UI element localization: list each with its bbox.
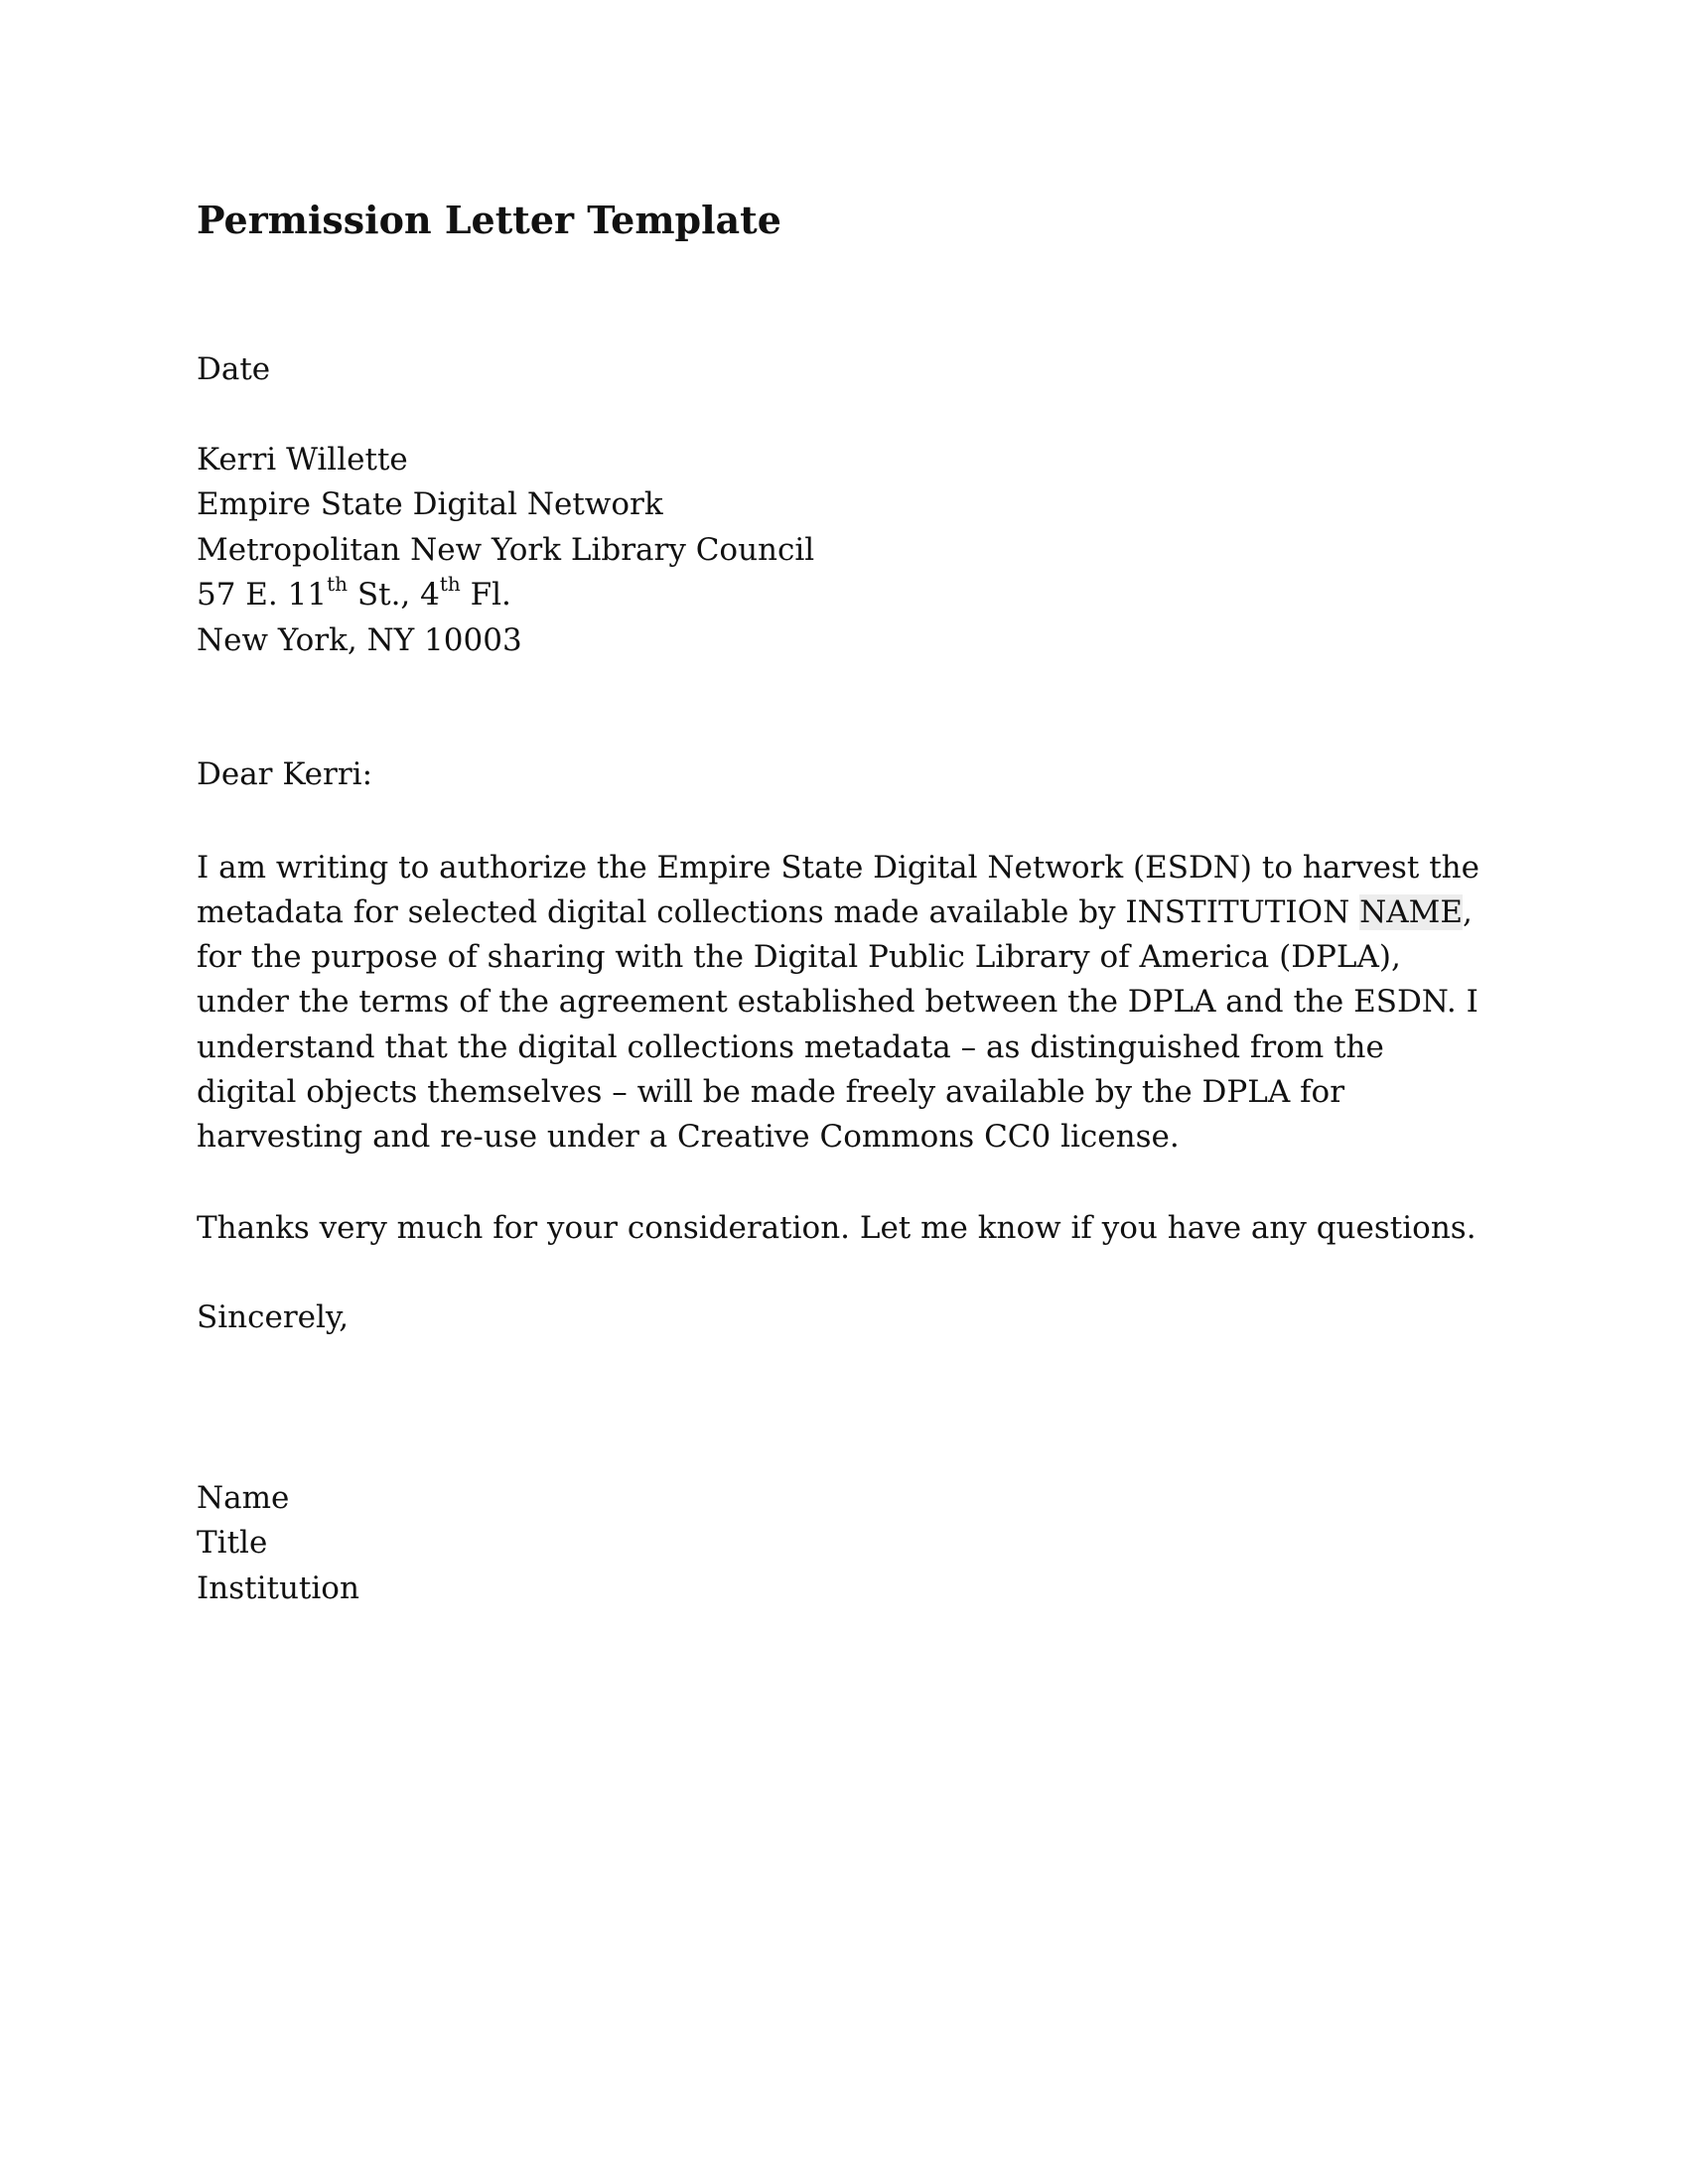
- recipient-city: New York, NY 10003: [197, 621, 522, 658]
- salutation: Dear Kerri:: [197, 756, 373, 792]
- closing-line: Sincerely,: [197, 1299, 350, 1336]
- recipient-street: [197, 573, 1497, 618]
- thanks-line: Thanks very much for your consideration. Let me know if you have any questions.: [197, 1209, 1477, 1246]
- street-number: 57 E. 11: [197, 577, 328, 613]
- signature-institution: Institution: [197, 1570, 359, 1606]
- institution-name-placeholder: NAME: [1359, 893, 1463, 930]
- letter-content: [197, 195, 1497, 1611]
- document-title: Permission Letter Template: [197, 198, 781, 242]
- body-paragraph: [197, 846, 1487, 1160]
- recipient-organization: Empire State Digital Network: [197, 486, 663, 522]
- body-text-part1: I am writing to authorize the Empire State Digital Network (ESDN) to harvest the metadata for selected digital collections made available by INSTITUTION: [197, 849, 1479, 930]
- signature-name: Name: [197, 1479, 290, 1516]
- recipient-name: Kerri Willette: [197, 441, 408, 478]
- date-line: Date: [197, 351, 271, 387]
- street-middle: St., 4: [348, 577, 440, 613]
- signature-block: [197, 1476, 1497, 1612]
- recipient-council: Metropolitan New York Library Council: [197, 531, 815, 568]
- street-ordinal-2: th: [439, 572, 461, 596]
- street-end: Fl.: [460, 577, 511, 613]
- body-text-part2: , for the purpose of sharing with the Digital Public Library of America (DPLA), under the terms of the agreement established between the DPLA and the ESDN. I understand that the digital collections metadata – as distinguished from the digital objects themselves – will be made freely available by the DPLA for harvesting and re-use under a Creative Commons CC0 license.: [197, 893, 1478, 1156]
- street-ordinal-1: th: [327, 572, 349, 596]
- signature-title: Title: [197, 1525, 268, 1562]
- recipient-address: [197, 438, 1497, 664]
